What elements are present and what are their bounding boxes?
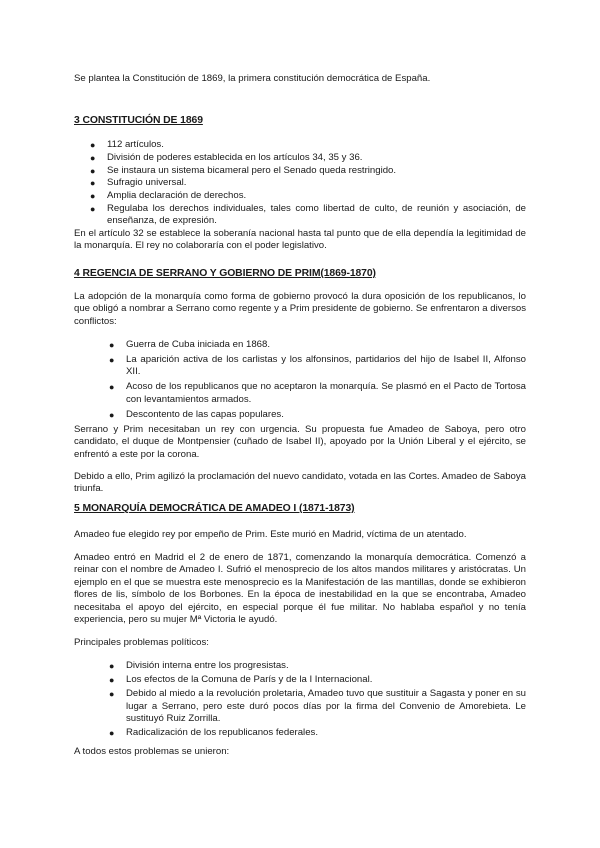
- section-4-heading-title: 4 REGENCIA DE SERRANO Y GOBIERNO DE PRIM: [74, 268, 321, 279]
- list-item: ● Se instaura un sistema bicameral pero el Senado queda restringido.: [90, 164, 397, 176]
- bullet-icon: ●: [90, 178, 96, 189]
- bullet-icon: ●: [109, 355, 115, 365]
- list-item: ● Radicalización de los republicanos federales.: [109, 727, 318, 739]
- list-item: ● Acoso de los republicanos que no aceptaron la monarquía. Se plasmó en el Pacto de Tortosa con levantamientos armados.: [109, 381, 526, 405]
- bullet-icon: ●: [109, 382, 115, 393]
- list-item: ● 112 artículos.: [90, 139, 164, 150]
- bullet-icon: ●: [109, 661, 115, 671]
- bullet-icon: ●: [90, 203, 96, 214]
- list-item: ● Los efectos de la Comuna de París y de la I Internacional.: [109, 674, 373, 686]
- list-item: ● Regulaba los derechos individuales, tales como libertad de culto, de reunión y asociación, de enseñanza, de expresión.: [90, 202, 526, 227]
- section-3-bullet-list: [90, 139, 526, 228]
- list-item: ● División interna entre los progresistas.: [109, 660, 289, 671]
- section-4-paragraph-1: La adopción de la monarquía como forma de gobierno provocó la dura oposición de los republicanos, lo que obligó a nombrar a Serrano como regente y a Prim presidente de gobierno. Se enfrentaron a diversos conflictos:: [74, 291, 526, 327]
- section-4-heading-years: (1869-1870): [320, 268, 376, 279]
- section-4-bullet-list: [109, 339, 526, 424]
- list-item: ● La aparición activa de los carlistas y los alfonsinos, partidarios del hijo de Isabel II, Alfonso XII.: [109, 354, 526, 378]
- section-3-heading: 3 CONSTITUCIÓN DE 1869: [74, 115, 203, 126]
- list-item: ● Guerra de Cuba iniciada en 1868.: [109, 339, 271, 350]
- section-5-paragraph-3: Principales problemas políticos:: [74, 637, 209, 648]
- bullet-icon: ●: [90, 152, 96, 163]
- section-4-paragraph-2: Serrano y Prim necesitaban un rey con urgencia. Su propuesta fue Amadeo de Saboya, pero otro candidato, el duque de Montpensier (cuñado de Isabel II), apoyado por la Unión Liberal y el ejército, se enfrentó a este por la corona.: [74, 424, 526, 460]
- bullet-icon: ●: [90, 140, 96, 150]
- section-5-heading: 5 MONARQUÍA DEMOCRÁTICA DE AMADEO I (1871-1873): [74, 503, 355, 514]
- intro-paragraph: Se plantea la Constitución de 1869, la primera constitución democrática de España.: [74, 73, 431, 84]
- section-5-paragraph-2: Amadeo entró en Madrid el 2 de enero de 1871, comenzando la monarquía democrática. Comenzó a reinar con el nombre de Amadeo I. Sufrió el menosprecio de los altos mandos militares y aristócratas. Un ejemplo en el que se muestra este menosprecio es la Manifestación de las mantillas, donde se exhibieron flores de lis, símbolo de los Borbones. En la época de inestabilidad en la que se encontraba, Amadeo necesitaba el apoyo del ejército, en especial porque él fue militar. No hablaba español y no tenía experiencia, pero su mujer Mª Victoria le ayudó.: [74, 552, 526, 626]
- section-3-paragraph: En el artículo 32 se establece la soberanía nacional hasta tal punto que de ella dependía la legitimidad de la monarquía. El rey no colaboraría con el poder legislativo.: [74, 228, 526, 252]
- section-5-paragraph-1: Amadeo fue elegido rey por empeño de Prim. Este murió en Madrid, víctima de un atentado.: [74, 529, 467, 540]
- list-item: ● Sufragio universal.: [90, 177, 187, 189]
- bullet-icon: ●: [109, 728, 115, 739]
- bullet-icon: ●: [109, 689, 115, 700]
- bullet-icon: ●: [90, 191, 96, 202]
- list-item: ● División de poderes establecida en los artículos 34, 35 y 36.: [90, 151, 363, 163]
- bullet-icon: ●: [109, 675, 115, 686]
- section-4-paragraph-3: Debido a ello, Prim agilizó la proclamación del nuevo candidato, votada en las Cortes. Amadeo de Saboya triunfa.: [74, 471, 526, 495]
- list-item: ● Descontento de las capas populares.: [109, 408, 284, 420]
- section-5-paragraph-4: A todos estos problemas se unieron:: [74, 746, 230, 757]
- bullet-icon: ●: [109, 340, 115, 350]
- section-4-heading: [74, 268, 376, 279]
- bullet-icon: ●: [90, 165, 96, 176]
- section-5-bullet-list: [109, 660, 526, 742]
- list-item: ● Amplia declaración de derechos.: [90, 190, 247, 202]
- list-item: ● Debido al miedo a la revolución proletaria, Amadeo tuvo que sustituir a Sagasta y poner en su lugar a Serrano, pero este duró pocos días por la firma del Convenio de Amorebieta. Le sustituyó Ruiz Zorrilla.: [109, 688, 526, 725]
- bullet-icon: ●: [109, 409, 115, 420]
